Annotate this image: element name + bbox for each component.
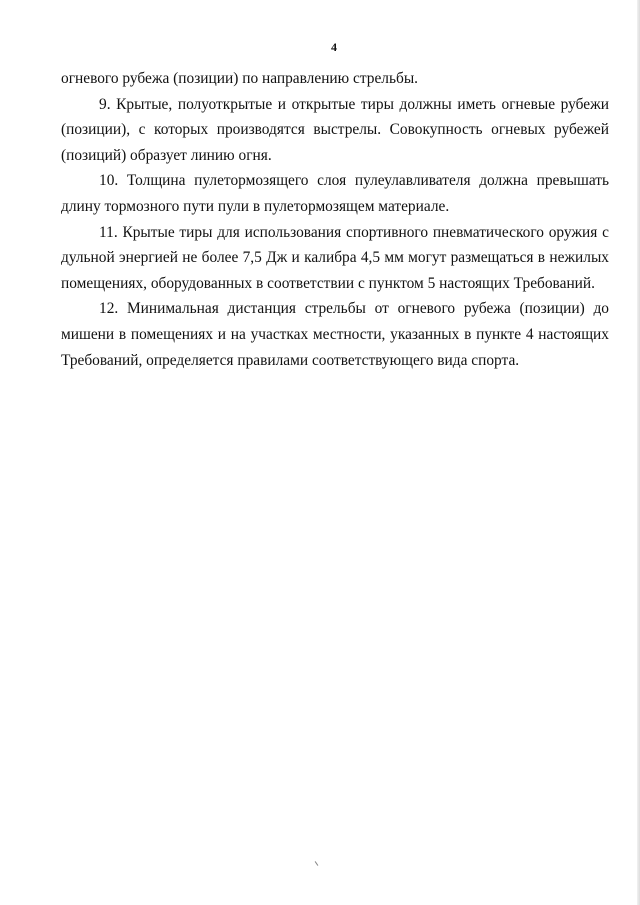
paragraph-12: 12. Минимальная дистанция стрельбы от огневого рубежа (позиции) до мишени в помещениях и на участках местности, указанных в пункте 4 настоящих Требований, определяется правилами соответствующего вида спорта. — [61, 300, 609, 369]
paragraph-11: 11. Крытые тиры для использования спортивного пневматического оружия с дульной энергией не более 7,5 Дж и калибра 4,5 мм могут размещаться в нежилых помещениях, оборудованных в соответствии с пунктом 5 настоящих Требований. — [61, 223, 609, 292]
paragraph-continuation: огневого рубежа (позиции) по направлению стрельбы. — [61, 70, 419, 87]
paragraph-9: 9. Крытые, полуоткрытые и открытые тиры должны иметь огневые рубежи (позиции), с которых производятся выстрелы. Совокупность огневых рубежей (позиций) образует линию огня. — [61, 95, 609, 164]
document-body — [61, 66, 609, 373]
scan-mark — [315, 861, 319, 866]
paragraph-10: 10. Толщина пулетормозящего слоя пулеулавливателя должна превышать длину тормозного пути пули в пулетормозящем материале. — [61, 172, 609, 215]
page-number: 4 — [331, 40, 337, 54]
